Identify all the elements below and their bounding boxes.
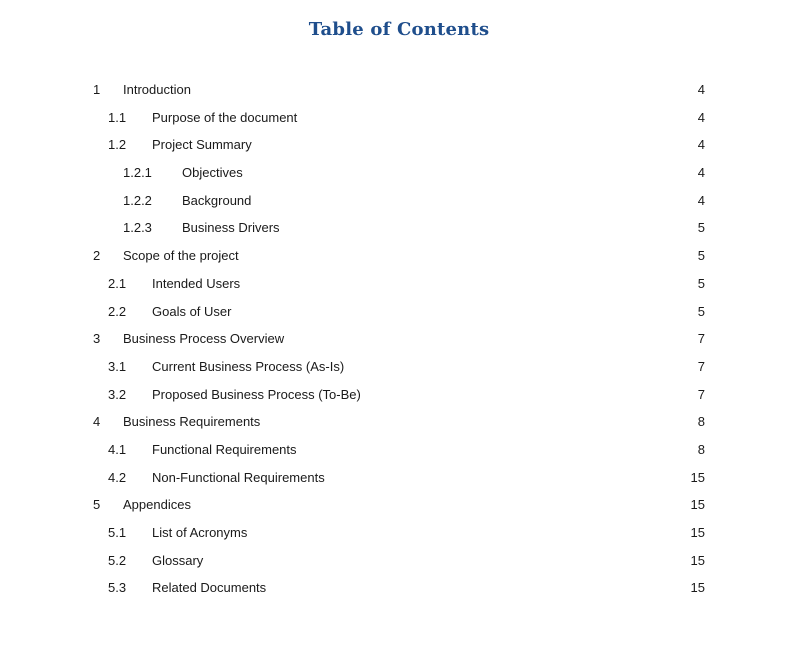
toc-entry-number: 1.2 — [108, 137, 127, 153]
toc-entry-page: 5 — [697, 220, 705, 236]
toc-entry[interactable] — [0, 547, 800, 575]
toc-entry-number: 1.2.2 — [123, 192, 152, 208]
toc-entry[interactable] — [0, 436, 800, 464]
toc-entry-title: Proposed Business Process (To-Be) — [152, 386, 361, 402]
toc-entry-title: Scope of the project — [123, 248, 239, 264]
toc-entry-page: 15 — [690, 580, 705, 596]
toc-entry-page: 4 — [697, 165, 705, 181]
toc-entry-title: Purpose of the document — [152, 109, 298, 125]
toc-entry-title: Current Business Process (As-Is) — [152, 358, 345, 374]
toc-entry-title: List of Acronyms — [152, 525, 248, 540]
toc-entry[interactable] — [0, 104, 800, 132]
toc-entry-number: 4.1 — [108, 441, 127, 457]
toc-entry[interactable] — [0, 491, 800, 519]
toc-entry-number: 1.2.1 — [123, 165, 152, 181]
toc-entry-title: Introduction — [123, 82, 191, 97]
toc-entry-number: 3.1 — [108, 358, 127, 374]
toc-entry-page: 8 — [697, 414, 705, 430]
toc-entry-page: 5 — [697, 275, 705, 291]
toc-entry-number: 3.2 — [108, 386, 127, 402]
toc-list — [0, 76, 800, 602]
toc-entry-number: 1 — [93, 82, 101, 97]
toc-entry[interactable] — [0, 381, 800, 409]
toc-entry-number: 2.2 — [108, 303, 127, 319]
toc-entry[interactable] — [0, 298, 800, 326]
toc-entry-page: 4 — [697, 109, 705, 125]
toc-entry[interactable] — [0, 159, 800, 187]
toc-entry-page: 8 — [697, 441, 705, 457]
toc-entry[interactable] — [0, 519, 800, 547]
toc-entry-page: 7 — [697, 331, 705, 347]
toc-entry-title: Appendices — [123, 497, 191, 513]
toc-entry[interactable] — [0, 464, 800, 492]
toc-entry-page: 5 — [697, 303, 705, 319]
toc-entry[interactable] — [0, 574, 800, 602]
toc-entry-title: Project Summary — [152, 137, 252, 153]
toc-entry-title: Objectives — [182, 165, 243, 181]
toc-title: Table of Contents — [308, 19, 490, 40]
toc-entry-title: Goals of User — [152, 303, 232, 319]
toc-entry[interactable] — [0, 325, 800, 353]
toc-entry-title: Glossary — [152, 552, 204, 568]
toc-entry[interactable] — [0, 131, 800, 159]
toc-entry-page: 7 — [697, 386, 705, 402]
toc-entry[interactable] — [0, 270, 800, 298]
toc-entry[interactable] — [0, 353, 800, 381]
toc-entry-number: 4.2 — [108, 469, 127, 485]
toc-entry-title: Business Process Overview — [123, 331, 285, 347]
toc-entry[interactable] — [0, 76, 800, 104]
toc-entry-number: 5.2 — [108, 552, 127, 568]
toc-entry-page: 7 — [697, 358, 705, 374]
toc-entry-page: 4 — [697, 192, 705, 208]
toc-entry-title: Business Drivers — [182, 220, 280, 236]
toc-entry-title: Functional Requirements — [152, 441, 297, 457]
toc-entry-page: 15 — [690, 497, 705, 513]
toc-entry-number: 5 — [93, 497, 101, 513]
toc-entry[interactable] — [0, 187, 800, 215]
toc-entry-page: 15 — [690, 525, 705, 540]
toc-entry[interactable] — [0, 214, 800, 242]
toc-entry-number: 2.1 — [108, 275, 127, 291]
toc-entry-number: 1.2.3 — [123, 220, 152, 236]
toc-entry-number: 4 — [93, 414, 101, 430]
toc-entry-title: Related Documents — [152, 580, 267, 596]
toc-entry-page: 15 — [690, 469, 705, 485]
toc-entry-number: 3 — [93, 331, 101, 347]
toc-entry-title: Non-Functional Requirements — [152, 469, 325, 485]
toc-entry-title: Business Requirements — [123, 414, 261, 430]
toc-entry-number: 5.1 — [108, 525, 127, 540]
toc-entry-title: Intended Users — [152, 275, 241, 291]
toc-entry-number: 1.1 — [108, 109, 127, 125]
toc-entry-page: 5 — [697, 248, 705, 264]
toc-entry-number: 2 — [93, 248, 101, 264]
toc-entry-page: 4 — [697, 82, 705, 97]
toc-entry-page: 4 — [697, 137, 705, 153]
toc-entry[interactable] — [0, 408, 800, 436]
toc-entry-page: 15 — [690, 552, 705, 568]
toc-entry-title: Background — [182, 192, 252, 208]
toc-entry[interactable] — [0, 242, 800, 270]
toc-entry-number: 5.3 — [108, 580, 127, 596]
